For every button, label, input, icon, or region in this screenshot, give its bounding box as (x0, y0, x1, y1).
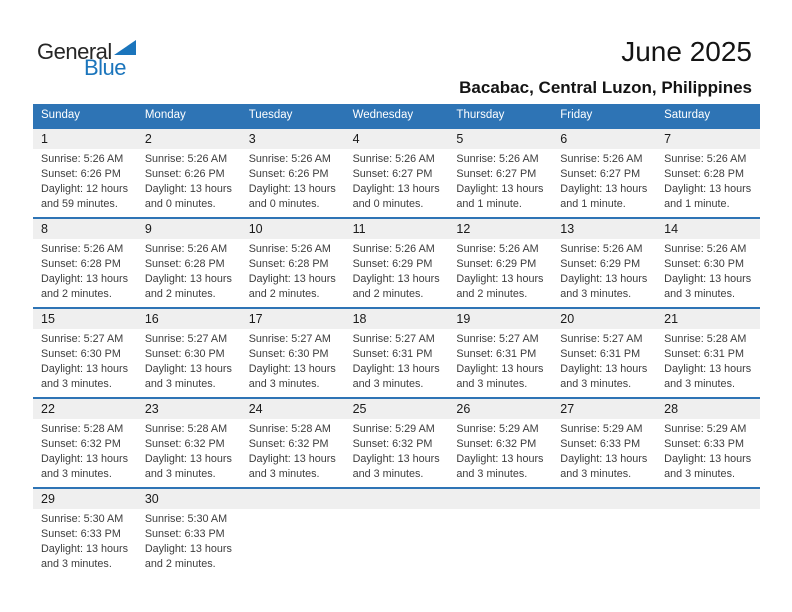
day-number-24: 24 (248, 402, 263, 416)
day-cell-16 (137, 329, 241, 397)
sunrise-text: Sunrise: 5:26 AM (560, 153, 643, 165)
sunrise-text: Sunrise: 5:26 AM (144, 243, 228, 255)
daylight-text: Daylight: 13 hours (352, 453, 440, 465)
day-number-9: 9 (144, 222, 152, 236)
day-number-6: 6 (560, 132, 568, 146)
day-number-7: 7 (664, 132, 672, 146)
day-number-band (33, 219, 760, 239)
daylight-text: Daylight: 13 hours (560, 363, 648, 375)
sunset-text: Sunset: 6:26 PM (248, 168, 329, 180)
calendar-table (33, 104, 760, 577)
day-number-band (33, 309, 760, 329)
sunset-text: Sunset: 6:32 PM (456, 438, 537, 450)
week-row-4 (33, 397, 760, 487)
daylight-text-cont: and 3 minutes. (41, 378, 112, 390)
day-number-25: 25 (352, 402, 367, 416)
daylight-text-cont: and 1 minute. (456, 198, 522, 210)
daylight-text-cont: and 3 minutes. (248, 378, 320, 390)
weekday-header-monday: Monday (144, 109, 186, 121)
daylight-text: Daylight: 13 hours (41, 363, 129, 375)
week-row-2 (33, 217, 760, 307)
daylight-text-cont: and 3 minutes. (352, 468, 424, 480)
day-cell-26 (448, 419, 552, 487)
daylight-text-cont: and 2 minutes. (456, 288, 528, 300)
daylight-text-cont: and 3 minutes. (352, 378, 424, 390)
day-number-5: 5 (456, 132, 464, 146)
sunset-text: Sunset: 6:27 PM (352, 168, 433, 180)
sunrise-text: Sunrise: 5:26 AM (664, 243, 747, 255)
day-number-21: 21 (664, 312, 679, 326)
sunrise-text: Sunrise: 5:27 AM (248, 333, 331, 345)
day-number-4: 4 (352, 132, 360, 146)
day-cell-29 (33, 509, 137, 577)
sunrise-text: Sunrise: 5:28 AM (144, 423, 228, 435)
sunset-text: Sunset: 6:30 PM (144, 348, 225, 360)
day-cell-7 (656, 149, 760, 217)
page-subtitle: Bacabac, Central Luzon, Philippines (459, 78, 752, 97)
sunset-text: Sunset: 6:31 PM (560, 348, 641, 360)
day-number-empty (448, 489, 552, 509)
day-details-band (33, 509, 760, 577)
daylight-text: Daylight: 13 hours (664, 273, 752, 285)
sunset-text: Sunset: 6:33 PM (664, 438, 744, 450)
day-number-10: 10 (248, 222, 263, 236)
sunrise-text: Sunrise: 5:27 AM (560, 333, 643, 345)
sunrise-text: Sunrise: 5:28 AM (248, 423, 331, 435)
day-number-18: 18 (352, 312, 367, 326)
day-number-1: 1 (41, 132, 48, 146)
day-number-27: 27 (560, 402, 575, 416)
day-cell-23 (137, 419, 241, 487)
sunset-text: Sunset: 6:33 PM (41, 528, 121, 540)
day-cell-empty (241, 509, 345, 577)
daylight-text-cont: and 59 minutes. (41, 198, 118, 210)
day-details-band (33, 239, 760, 307)
sunset-text: Sunset: 6:33 PM (144, 528, 225, 540)
day-cell-15 (33, 329, 137, 397)
day-cell-empty (448, 509, 552, 577)
sunrise-text: Sunrise: 5:30 AM (144, 513, 228, 525)
day-number-12: 12 (456, 222, 471, 236)
sunrise-text: Sunrise: 5:29 AM (664, 423, 747, 435)
daylight-text: Daylight: 13 hours (456, 453, 544, 465)
day-cell-30 (137, 509, 241, 577)
day-number-19: 19 (456, 312, 471, 326)
daylight-text: Daylight: 13 hours (664, 183, 752, 195)
weekday-header-wednesday: Wednesday (352, 109, 414, 121)
sunrise-text: Sunrise: 5:30 AM (41, 513, 124, 525)
day-number-17: 17 (248, 312, 263, 326)
daylight-text-cont: and 2 minutes. (144, 288, 216, 300)
daylight-text-cont: and 2 minutes. (352, 288, 424, 300)
day-cell-3 (241, 149, 345, 217)
daylight-text-cont: and 3 minutes. (144, 378, 216, 390)
day-number-20: 20 (560, 312, 575, 326)
daylight-text-cont: and 0 minutes. (248, 198, 320, 210)
daylight-text-cont: and 3 minutes. (248, 468, 320, 480)
calendar-weeks (33, 127, 760, 577)
day-cell-10 (241, 239, 345, 307)
sunrise-text: Sunrise: 5:26 AM (456, 243, 539, 255)
sunset-text: Sunset: 6:31 PM (456, 348, 537, 360)
daylight-text-cont: and 1 minute. (560, 198, 626, 210)
daylight-text-cont: and 3 minutes. (560, 468, 632, 480)
weekday-header-row (33, 104, 760, 127)
day-number-band (33, 399, 760, 419)
daylight-text-cont: and 3 minutes. (560, 288, 632, 300)
sunrise-text: Sunrise: 5:26 AM (144, 153, 228, 165)
day-cell-14 (656, 239, 760, 307)
day-number-13: 13 (560, 222, 575, 236)
daylight-text: Daylight: 13 hours (456, 273, 544, 285)
daylight-text-cont: and 3 minutes. (560, 378, 632, 390)
sunset-text: Sunset: 6:28 PM (144, 258, 225, 270)
day-cell-1 (33, 149, 137, 217)
sunset-text: Sunset: 6:26 PM (41, 168, 121, 180)
sunset-text: Sunset: 6:27 PM (560, 168, 641, 180)
weekday-header-friday: Friday (560, 109, 593, 121)
day-cell-8 (33, 239, 137, 307)
sunset-text: Sunset: 6:32 PM (248, 438, 329, 450)
daylight-text-cont: and 2 minutes. (41, 288, 112, 300)
page-title: June 2025 (621, 36, 752, 67)
general-blue-logo (37, 40, 147, 78)
sunrise-text: Sunrise: 5:27 AM (352, 333, 435, 345)
sunrise-text: Sunrise: 5:29 AM (456, 423, 539, 435)
daylight-text: Daylight: 13 hours (248, 363, 336, 375)
daylight-text: Daylight: 13 hours (144, 183, 232, 195)
day-details-band (33, 419, 760, 487)
day-number-3: 3 (248, 132, 256, 146)
day-number-15: 15 (41, 312, 55, 326)
day-number-band (33, 129, 760, 149)
sunset-text: Sunset: 6:32 PM (41, 438, 121, 450)
weekday-header-saturday: Saturday (664, 109, 711, 121)
logo-text-blue: Blue (84, 55, 127, 80)
sunrise-text: Sunrise: 5:28 AM (664, 333, 747, 345)
sunset-text: Sunset: 6:29 PM (560, 258, 641, 270)
daylight-text: Daylight: 12 hours (41, 183, 129, 195)
sunset-text: Sunset: 6:32 PM (352, 438, 433, 450)
sunset-text: Sunset: 6:28 PM (248, 258, 329, 270)
sunrise-text: Sunrise: 5:26 AM (41, 153, 124, 165)
daylight-text-cont: and 3 minutes. (664, 288, 735, 300)
daylight-text: Daylight: 13 hours (248, 453, 336, 465)
day-number-16: 16 (144, 312, 159, 326)
daylight-text: Daylight: 13 hours (144, 363, 232, 375)
day-cell-empty (656, 509, 760, 577)
daylight-text-cont: and 0 minutes. (144, 198, 216, 210)
sunset-text: Sunset: 6:28 PM (664, 168, 744, 180)
day-number-29: 29 (41, 492, 55, 506)
daylight-text: Daylight: 13 hours (41, 453, 129, 465)
daylight-text-cont: and 3 minutes. (41, 558, 112, 570)
sunrise-text: Sunrise: 5:26 AM (456, 153, 539, 165)
day-cell-5 (448, 149, 552, 217)
daylight-text: Daylight: 13 hours (352, 363, 440, 375)
sunrise-text: Sunrise: 5:26 AM (560, 243, 643, 255)
sunrise-text: Sunrise: 5:26 AM (248, 243, 331, 255)
day-cell-18 (345, 329, 449, 397)
day-number-8: 8 (41, 222, 48, 236)
day-cell-20 (552, 329, 656, 397)
daylight-text-cont: and 0 minutes. (352, 198, 424, 210)
sunset-text: Sunset: 6:30 PM (664, 258, 744, 270)
sunrise-text: Sunrise: 5:29 AM (560, 423, 643, 435)
day-cell-12 (448, 239, 552, 307)
daylight-text: Daylight: 13 hours (456, 183, 544, 195)
day-number-2: 2 (144, 132, 152, 146)
day-cell-28 (656, 419, 760, 487)
sunrise-text: Sunrise: 5:27 AM (144, 333, 228, 345)
week-row-1 (33, 127, 760, 217)
daylight-text-cont: and 3 minutes. (456, 378, 528, 390)
weekday-header-tuesday: Tuesday (248, 109, 293, 121)
day-number-23: 23 (144, 402, 159, 416)
weekday-header-thursday: Thursday (456, 109, 505, 121)
day-cell-4 (345, 149, 449, 217)
day-cell-11 (345, 239, 449, 307)
daylight-text: Daylight: 13 hours (664, 363, 752, 375)
day-cell-17 (241, 329, 345, 397)
sunrise-text: Sunrise: 5:26 AM (664, 153, 747, 165)
day-number-empty (241, 489, 345, 509)
daylight-text-cont: and 3 minutes. (664, 468, 735, 480)
daylight-text-cont: and 1 minute. (664, 198, 730, 210)
day-number-empty (656, 489, 760, 509)
week-row-3 (33, 307, 760, 397)
daylight-text: Daylight: 13 hours (41, 273, 129, 285)
day-number-26: 26 (456, 402, 471, 416)
sunset-text: Sunset: 6:29 PM (352, 258, 433, 270)
daylight-text: Daylight: 13 hours (248, 183, 336, 195)
week-row-5 (33, 487, 760, 577)
daylight-text: Daylight: 13 hours (144, 543, 232, 555)
sunset-text: Sunset: 6:30 PM (248, 348, 329, 360)
daylight-text: Daylight: 13 hours (41, 543, 129, 555)
day-cell-2 (137, 149, 241, 217)
daylight-text-cont: and 3 minutes. (664, 378, 735, 390)
daylight-text: Daylight: 13 hours (352, 273, 440, 285)
sunrise-text: Sunrise: 5:28 AM (41, 423, 124, 435)
daylight-text: Daylight: 13 hours (144, 273, 232, 285)
day-number-empty (552, 489, 656, 509)
sunset-text: Sunset: 6:29 PM (456, 258, 537, 270)
daylight-text-cont: and 2 minutes. (144, 558, 216, 570)
day-number-band (33, 489, 760, 509)
sunset-text: Sunset: 6:27 PM (456, 168, 537, 180)
sunrise-text: Sunrise: 5:26 AM (352, 153, 435, 165)
sunset-text: Sunset: 6:32 PM (144, 438, 225, 450)
sunset-text: Sunset: 6:31 PM (664, 348, 744, 360)
day-number-empty (345, 489, 449, 509)
sunset-text: Sunset: 6:30 PM (41, 348, 121, 360)
day-details-band (33, 149, 760, 217)
daylight-text-cont: and 3 minutes. (144, 468, 216, 480)
sunset-text: Sunset: 6:28 PM (41, 258, 121, 270)
sunrise-text: Sunrise: 5:26 AM (248, 153, 331, 165)
daylight-text-cont: and 3 minutes. (456, 468, 528, 480)
daylight-text: Daylight: 13 hours (248, 273, 336, 285)
day-cell-27 (552, 419, 656, 487)
day-number-11: 11 (352, 222, 366, 236)
day-cell-25 (345, 419, 449, 487)
weekday-header-sunday: Sunday (41, 109, 81, 121)
sunrise-text: Sunrise: 5:27 AM (456, 333, 539, 345)
day-cell-24 (241, 419, 345, 487)
daylight-text: Daylight: 13 hours (456, 363, 544, 375)
sunrise-text: Sunrise: 5:27 AM (41, 333, 124, 345)
daylight-text-cont: and 2 minutes. (248, 288, 320, 300)
daylight-text-cont: and 3 minutes. (41, 468, 112, 480)
day-number-30: 30 (144, 492, 159, 506)
day-number-14: 14 (664, 222, 679, 236)
day-cell-empty (552, 509, 656, 577)
day-cell-empty (345, 509, 449, 577)
day-cell-13 (552, 239, 656, 307)
daylight-text: Daylight: 13 hours (560, 183, 648, 195)
daylight-text: Daylight: 13 hours (560, 453, 648, 465)
day-cell-6 (552, 149, 656, 217)
sunrise-text: Sunrise: 5:26 AM (41, 243, 124, 255)
day-number-22: 22 (41, 402, 55, 416)
sunrise-text: Sunrise: 5:29 AM (352, 423, 435, 435)
sunrise-text: Sunrise: 5:26 AM (352, 243, 435, 255)
day-cell-21 (656, 329, 760, 397)
daylight-text: Daylight: 13 hours (144, 453, 232, 465)
daylight-text: Daylight: 13 hours (352, 183, 440, 195)
day-number-28: 28 (664, 402, 679, 416)
daylight-text: Daylight: 13 hours (664, 453, 752, 465)
day-cell-19 (448, 329, 552, 397)
daylight-text: Daylight: 13 hours (560, 273, 648, 285)
day-cell-9 (137, 239, 241, 307)
day-cell-22 (33, 419, 137, 487)
day-details-band (33, 329, 760, 397)
sunset-text: Sunset: 6:26 PM (144, 168, 225, 180)
sunset-text: Sunset: 6:33 PM (560, 438, 641, 450)
sunset-text: Sunset: 6:31 PM (352, 348, 433, 360)
logo-text-general: General (37, 39, 112, 64)
